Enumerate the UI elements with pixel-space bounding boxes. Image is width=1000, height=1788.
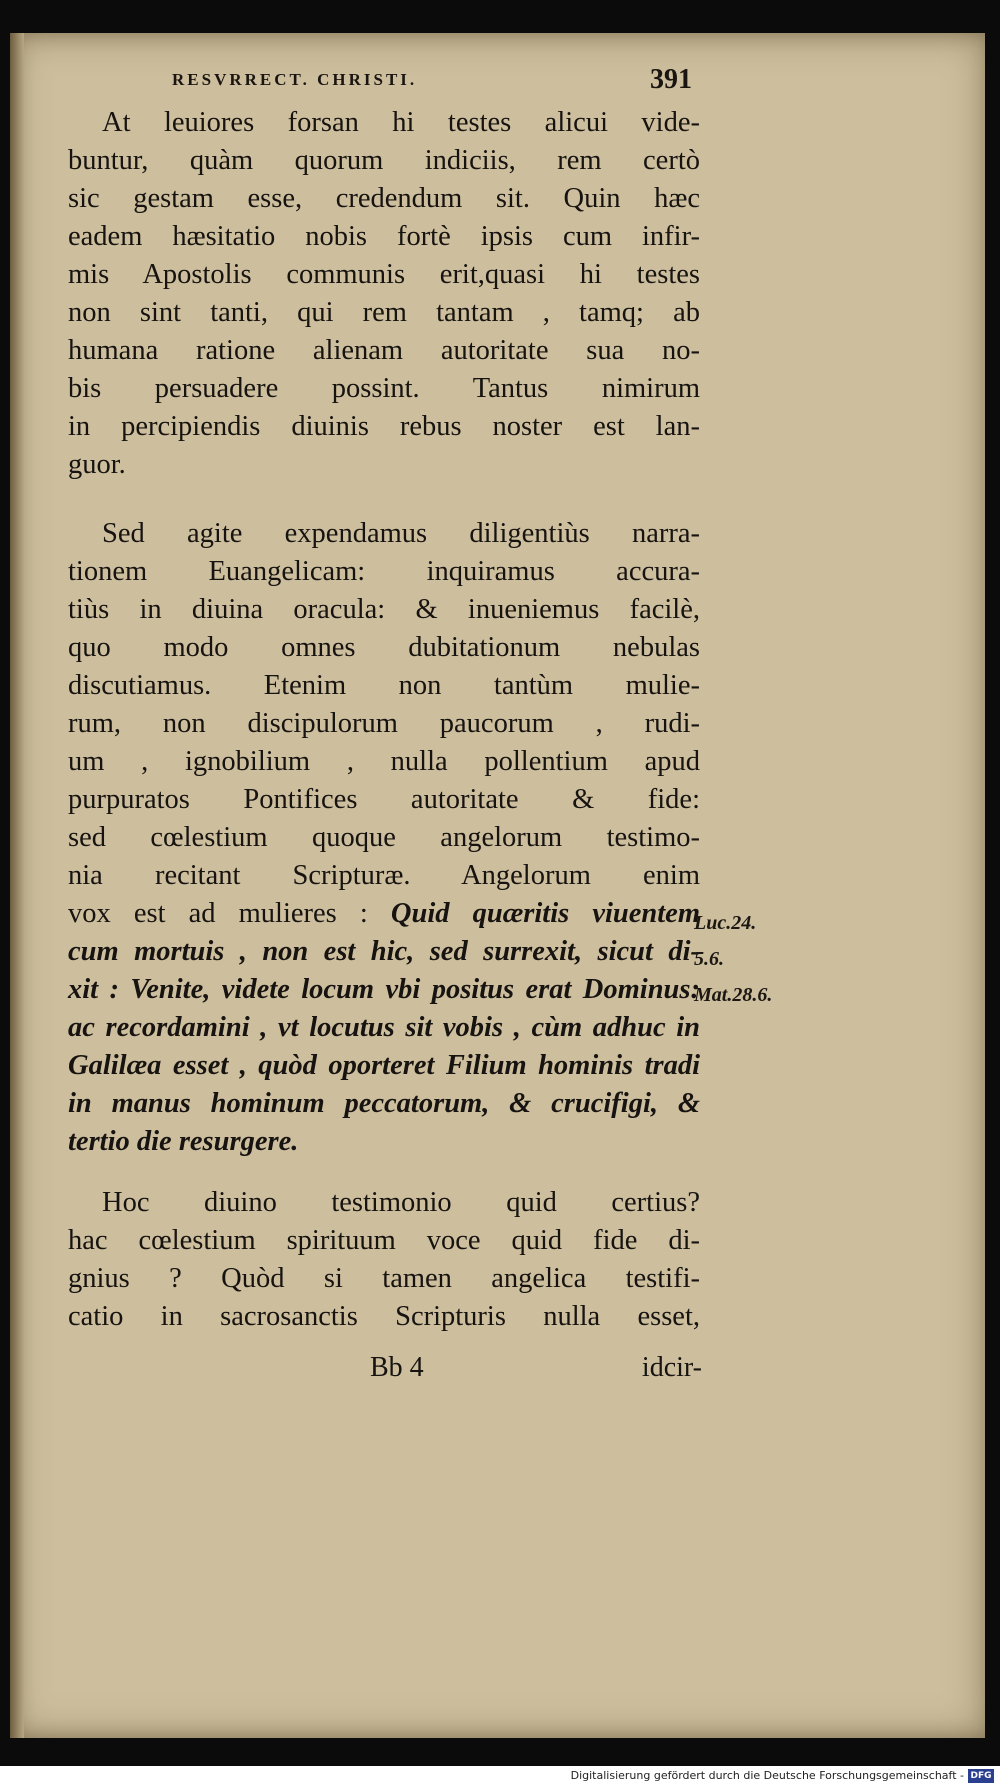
text-line: nia recitant Scripturæ. Angelorum enim bbox=[68, 860, 700, 891]
text-line-mixed bbox=[68, 895, 700, 933]
footer-credit: Digitalisierung gefördert durch die Deutsche Forschungsgemeinschaft - bbox=[570, 1769, 964, 1782]
signature-mark: Bb 4 bbox=[370, 1352, 424, 1383]
text-line: non sint tanti, qui rem tantam , tamq; ab bbox=[68, 297, 700, 328]
quote-line: tertio die resurgere. bbox=[68, 1126, 299, 1157]
running-head-title: RESVRRECT. CHRISTI. bbox=[172, 70, 418, 89]
text-line: Sed agite expendamus diligentiùs narra- bbox=[102, 518, 700, 549]
text-line: sic gestam esse, credendum sit. Quin hæc bbox=[68, 183, 700, 214]
text-line: hac cœlestium spirituum voce quid fide di- bbox=[68, 1225, 700, 1256]
footer-strip bbox=[0, 1766, 1000, 1788]
text-line: mis Apostolis communis erit,quasi hi testes bbox=[68, 259, 700, 290]
text-line: guor. bbox=[68, 449, 126, 480]
paragraph-2 bbox=[68, 515, 700, 1161]
text-line: gnius ? Quòd si tamen angelica testifi- bbox=[68, 1263, 700, 1294]
margin-note: Mat.28.6. bbox=[694, 984, 773, 1006]
margin-note: 5.6. bbox=[694, 948, 724, 970]
text-line: rum, non discipulorum paucorum , rudi- bbox=[68, 708, 700, 739]
page-number: 391 bbox=[650, 64, 692, 95]
italic-quote: Quid quæritis viuentem bbox=[390, 898, 700, 929]
text-line: quo modo omnes dubitationum nebulas bbox=[68, 632, 700, 663]
text-line: um , ignobilium , nulla pollentium apud bbox=[68, 746, 700, 777]
quote-line: in manus hominum peccatorum, & crucifigi, & bbox=[68, 1088, 700, 1119]
text-line: eadem hæsitatio nobis fortè ipsis cum infir- bbox=[68, 221, 700, 252]
running-head bbox=[172, 64, 692, 100]
page-edge bbox=[10, 33, 24, 1738]
text-line: tionem Euangelicam: inquiramus accura- bbox=[68, 556, 700, 587]
text-line: humana ratione alienam autoritate sua no- bbox=[68, 335, 700, 366]
quote-line: cum mortuis , non est hic, sed surrexit, sicut di- bbox=[68, 936, 700, 967]
text-line: in percipiendis diuinis rebus noster est lan- bbox=[68, 411, 700, 442]
text-line: At leuiores forsan hi testes alicui vide- bbox=[102, 107, 700, 138]
signature-line bbox=[370, 1352, 702, 1392]
text-line: purpuratos Pontifices autoritate & fide: bbox=[68, 784, 700, 815]
quote-line: ac recordamini , vt locutus sit vobis , cùm adhuc in bbox=[68, 1012, 700, 1043]
dfg-logo: DFG bbox=[968, 1769, 994, 1783]
text-line: Hoc diuino testimonio quid certius? bbox=[102, 1187, 700, 1218]
text-line: tiùs in diuina oracula: & inueniemus facilè, bbox=[68, 594, 700, 625]
text-line: sed cœlestium quoque angelorum testimo- bbox=[68, 822, 700, 853]
paragraph-3 bbox=[68, 1184, 700, 1336]
quote-line: Galilæa esset , quòd oporteret Filium hominis tradi bbox=[68, 1050, 700, 1081]
text-line: discutiamus. Etenim non tantùm mulie- bbox=[68, 670, 700, 701]
catchword: idcir- bbox=[641, 1352, 702, 1383]
quote-line: xit : Venite, videte locum vbi positus erat Dominus: bbox=[68, 974, 700, 1005]
text-line: catio in sacrosanctis Scripturis nulla esset, bbox=[68, 1301, 700, 1332]
margin-note: Luc.24. bbox=[694, 912, 757, 934]
text-line: buntur, quàm quorum indiciis, rem certò bbox=[68, 145, 700, 176]
margin-notes bbox=[694, 905, 814, 1013]
text-line: bis persuadere possint. Tantus nimirum bbox=[68, 373, 700, 404]
paragraph-1 bbox=[68, 104, 700, 484]
roman-text: vox est ad mulieres : bbox=[68, 898, 368, 929]
